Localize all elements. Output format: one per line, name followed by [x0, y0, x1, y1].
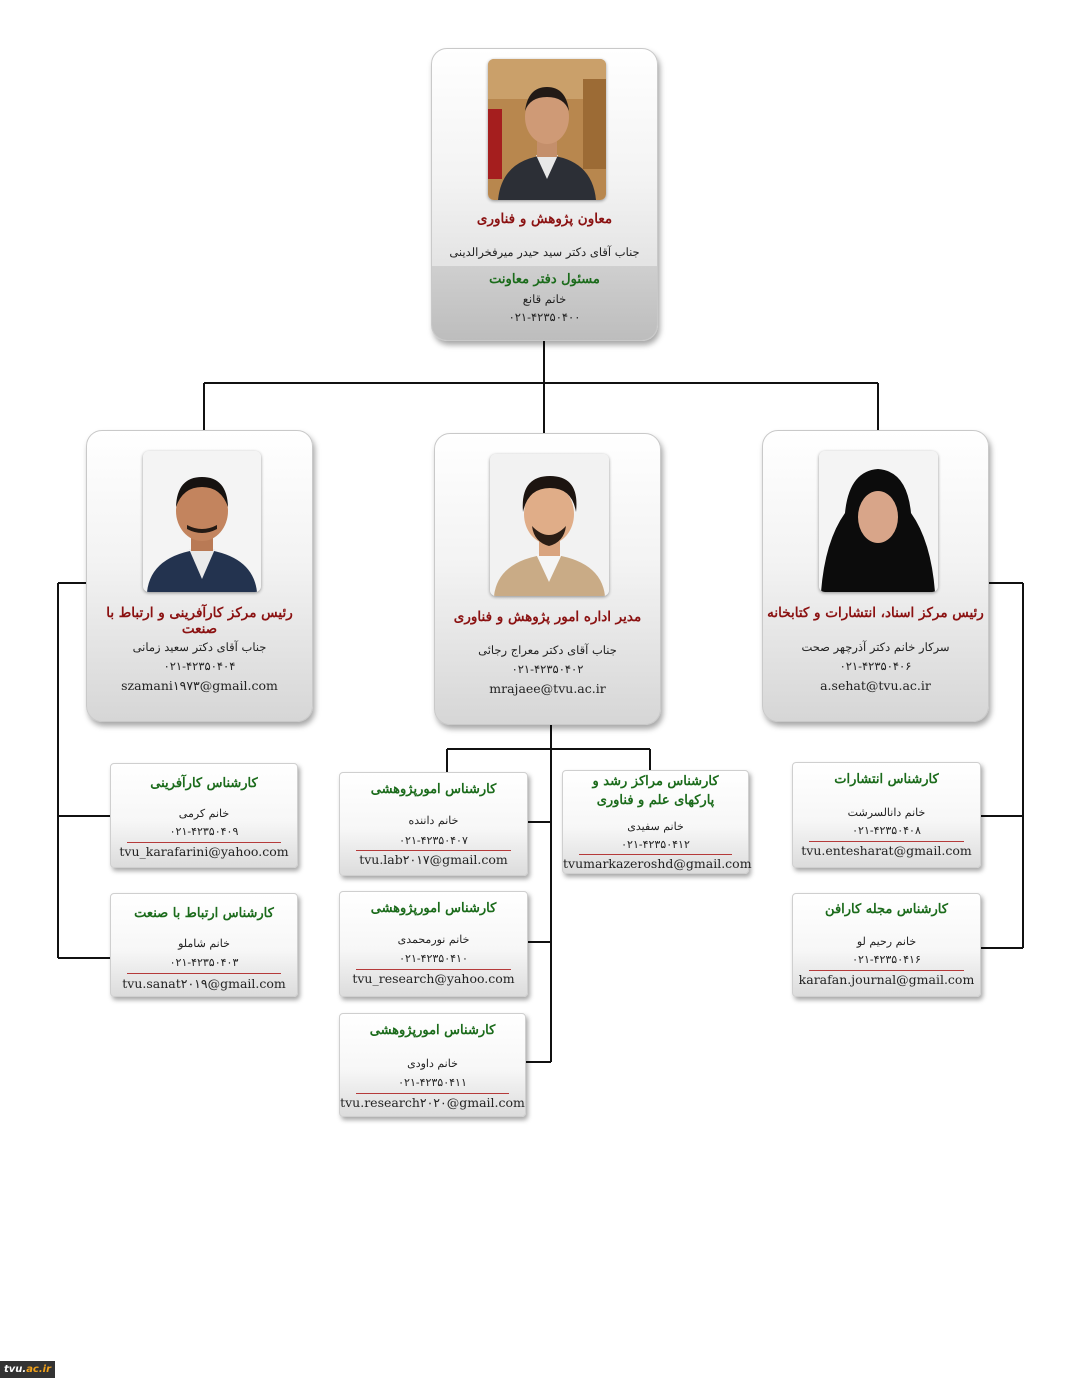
deputy-name: جناب آقای دکتر سید حیدر میرفخرالدینی: [449, 245, 640, 259]
logo-main-text: tvu.: [3, 1364, 27, 1375]
expert-phone: ۰۲۱-۴۲۳۵۰۴۱۰: [399, 952, 468, 965]
documents-head-name: سرکار خانم دکتر آذرچهر صحت: [801, 640, 950, 654]
expert-card-sanat: [110, 893, 298, 997]
research-admin-head-name: جناب آقای دکتر معراج رجائی: [478, 643, 617, 657]
research-admin-head-photo: [490, 454, 609, 596]
expert-email[interactable]: tvu_research@yahoo.com: [352, 971, 515, 986]
expert-phone: ۰۲۱-۴۲۳۵۰۴۰۸: [852, 824, 921, 837]
expert-email[interactable]: tvu_karafarini@yahoo.com: [119, 844, 289, 859]
expert-phone: ۰۲۱-۴۲۳۵۰۴۰۹: [169, 825, 239, 838]
expert-phone: ۰۲۱-۴۲۳۵۰۴۱۱: [398, 1076, 467, 1089]
expert-card-entesharat: [792, 762, 981, 868]
documents-head-title: رئیس مرکز اسناد، انتشارات و کتابخانه: [767, 605, 984, 621]
entrepreneurship-head-card: [86, 430, 313, 722]
expert-name: خانم داننده: [408, 814, 459, 827]
expert-title: کارشناس امورپژوهشی: [370, 782, 497, 797]
separator: [809, 970, 964, 971]
office-band: [432, 266, 657, 340]
documents-head-email[interactable]: a.sehat@tvu.ac.ir: [820, 678, 931, 693]
separator: [356, 850, 511, 851]
expert-title-line-2: پارکهای علم و فناوری: [596, 793, 715, 808]
logo-accent-text: ac.ir: [26, 1364, 52, 1375]
expert-name: خانم شاملو: [178, 937, 230, 950]
expert-email[interactable]: tvumarkazeroshd@gmail.com: [563, 856, 752, 871]
expert-title: کارشناس ارتباط با صنعت: [134, 906, 274, 921]
separator: [127, 973, 281, 974]
separator: [809, 841, 964, 842]
expert-card-research-2: [339, 891, 528, 997]
expert-card-research-1: [339, 772, 528, 876]
research-admin-head-title: مدیر اداره امور پژوهش و فناوری: [453, 609, 642, 625]
expert-email[interactable]: tvu.entesharat@gmail.com: [801, 843, 972, 858]
expert-name: خانم سفیدی: [627, 820, 684, 833]
expert-email[interactable]: karafan.journal@gmail.com: [798, 972, 975, 987]
expert-title-line-1: کارشناس مراکز رشد و: [592, 774, 719, 789]
separator: [579, 854, 732, 855]
entrepreneurship-head-photo: [143, 451, 261, 592]
expert-title: کارشناس مجله کارافن: [825, 902, 948, 917]
tvu-logo[interactable]: [0, 1361, 55, 1378]
expert-email[interactable]: tvu.lab۲۰۱۷@gmail.com: [359, 852, 508, 867]
office-name: خانم قانع: [522, 292, 567, 306]
expert-card-karafarini: [110, 763, 298, 868]
expert-title: کارشناس امورپژوهشی: [370, 901, 497, 916]
entrepreneurship-head-title: رئیس مرکز کارآفرینی و ارتباط با صنعت: [106, 605, 293, 637]
expert-title: کارشناس کارآفرینی: [150, 776, 258, 791]
research-admin-head-phone: ۰۲۱-۴۲۳۵۰۴۰۲: [511, 662, 584, 676]
deputy-title: معاون پژوهش و فناوری: [476, 211, 613, 227]
expert-phone: ۰۲۱-۴۲۳۵۰۴۰۳: [169, 956, 239, 969]
entrepreneurship-head-email[interactable]: szamani۱۹۷۳@gmail.com: [121, 678, 278, 693]
expert-email[interactable]: tvu.research۲۰۲۰@gmail.com: [340, 1095, 525, 1110]
expert-card-journal: [792, 893, 981, 997]
expert-title: کارشناس امورپژوهشی: [369, 1023, 496, 1038]
separator: [127, 842, 281, 843]
expert-phone: ۰۲۱-۴۲۳۵۰۴۱۶: [852, 953, 921, 966]
research-admin-head-email[interactable]: mrajaee@tvu.ac.ir: [489, 681, 606, 696]
expert-phone: ۰۲۱-۴۲۳۵۰۴۱۲: [621, 838, 690, 851]
separator: [356, 969, 511, 970]
research-admin-head-card: [434, 433, 661, 725]
entrepreneurship-head-name: جناب آقای دکتر سعید زمانی: [132, 640, 267, 654]
office-phone: ۰۲۱-۴۲۳۵۰۴۰۰: [508, 310, 581, 324]
expert-name: خانم رحیم لو: [856, 935, 917, 948]
documents-head-photo: [819, 451, 938, 592]
deputy-photo: [488, 59, 606, 200]
documents-head-card: [762, 430, 989, 722]
entrepreneurship-head-phone: ۰۲۱-۴۲۳۵۰۴۰۴: [163, 659, 236, 673]
office-title: مسئول دفتر معاونت: [489, 272, 600, 287]
expert-card-research-3: [339, 1013, 526, 1117]
expert-phone: ۰۲۱-۴۲۳۵۰۴۰۷: [399, 834, 468, 847]
expert-name: خانم نورمحمدی: [397, 933, 470, 946]
documents-head-phone: ۰۲۱-۴۲۳۵۰۴۰۶: [839, 659, 912, 673]
expert-email[interactable]: tvu.sanat۲۰۱۹@gmail.com: [122, 976, 286, 991]
expert-name: خانم داودی: [407, 1057, 458, 1070]
expert-card-growth-centers: [562, 770, 752, 874]
deputy-card: [431, 48, 658, 341]
expert-title: کارشناس انتشارات: [834, 772, 939, 787]
expert-name: خانم دانالسرشت: [847, 806, 926, 819]
separator: [356, 1093, 509, 1094]
expert-name: خانم کرمی: [178, 807, 230, 820]
